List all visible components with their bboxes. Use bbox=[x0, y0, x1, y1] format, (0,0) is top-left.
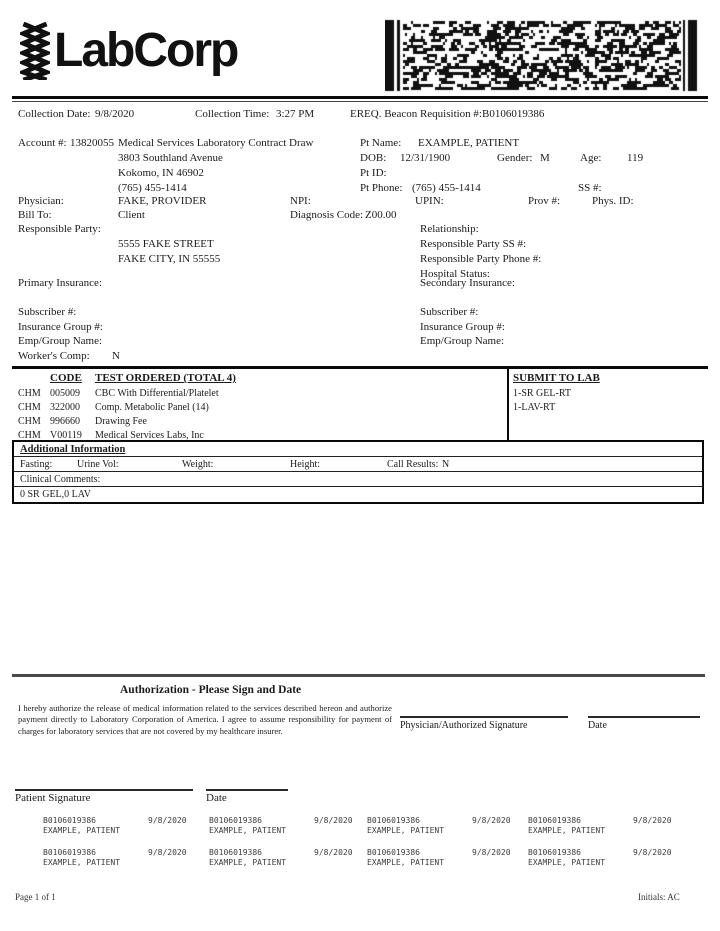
requisition-barcode bbox=[385, 17, 703, 94]
stub-patient-name: EXAMPLE, PATIENT bbox=[367, 858, 445, 867]
upin-label: UPIN: bbox=[415, 195, 444, 207]
stub-requisition-number: B0106019386 bbox=[43, 848, 96, 857]
additional-header-row bbox=[14, 442, 702, 456]
age-value: 119 bbox=[627, 152, 644, 164]
test-code: V00119 bbox=[50, 430, 82, 441]
bill-to-value: Client bbox=[118, 209, 145, 221]
relationship-label: Relationship: bbox=[420, 223, 479, 235]
initials: Initials: AC bbox=[638, 892, 680, 902]
phys-id-label: Phys. ID: bbox=[592, 195, 634, 207]
test-dept: CHM bbox=[18, 402, 41, 413]
requisition-stub bbox=[209, 816, 353, 836]
emp-group-label-right: Emp/Group Name: bbox=[420, 335, 505, 347]
pt-id-label: Pt ID: bbox=[360, 167, 387, 179]
resp-ss-label: Responsible Party SS #: bbox=[420, 238, 527, 250]
facility-name: Medical Services Laboratory Contract Draw bbox=[118, 137, 314, 149]
test-ordered-header: TEST ORDERED (TOTAL 4) bbox=[95, 372, 236, 384]
physician-name: FAKE, PROVIDER bbox=[118, 195, 207, 207]
labcorp-logo bbox=[20, 22, 237, 80]
physician-signature-label: Physician/Authorized Signature bbox=[400, 720, 528, 731]
stub-patient-name: EXAMPLE, PATIENT bbox=[528, 826, 606, 835]
authorization-rule bbox=[12, 674, 705, 677]
collection-time-value: 3:27 PM bbox=[276, 108, 315, 120]
prov-label: Prov #: bbox=[528, 195, 561, 207]
tube-summary: 0 SR GEL,0 LAV bbox=[20, 489, 91, 500]
test-name: Drawing Fee bbox=[95, 416, 147, 427]
test-dept: CHM bbox=[18, 388, 41, 399]
additional-fields-row bbox=[14, 456, 702, 471]
dna-helix-icon bbox=[20, 22, 50, 80]
account-number: 13820055 bbox=[70, 137, 114, 149]
workers-comp-value: N bbox=[112, 350, 120, 362]
pt-name-label: Pt Name: bbox=[360, 137, 402, 149]
responsible-address1: 5555 FAKE STREET bbox=[118, 238, 214, 250]
fasting-label: Fasting: bbox=[20, 459, 53, 470]
test-name: Comp. Metabolic Panel (14) bbox=[95, 402, 209, 413]
account-label: Account #: bbox=[18, 137, 67, 149]
subscriber-label-left: Subscriber #: bbox=[18, 306, 77, 318]
stub-requisition-number: B0106019386 bbox=[367, 848, 420, 857]
primary-insurance-label: Primary Insurance: bbox=[18, 277, 102, 289]
test-dept: CHM bbox=[18, 430, 41, 441]
weight-label: Weight: bbox=[182, 459, 214, 470]
stub-date: 9/8/2020 bbox=[314, 848, 353, 857]
bill-to-label: Bill To: bbox=[18, 209, 52, 221]
physician-date-line bbox=[588, 716, 700, 718]
stub-patient-name: EXAMPLE, PATIENT bbox=[528, 858, 606, 867]
stub-date: 9/8/2020 bbox=[633, 848, 672, 857]
stub-date: 9/8/2020 bbox=[314, 816, 353, 825]
gender-value: M bbox=[540, 152, 550, 164]
patient-signature-label: Patient Signature bbox=[15, 792, 91, 804]
stub-date: 9/8/2020 bbox=[148, 848, 187, 857]
ereq-number: B0106019386 bbox=[482, 108, 545, 120]
stub-date: 9/8/2020 bbox=[472, 816, 511, 825]
logo-wordmark: LabCorp bbox=[54, 24, 238, 77]
hospital-status-label: Hospital Status: bbox=[420, 268, 490, 280]
dob-label: DOB: bbox=[360, 152, 387, 164]
gender-label: Gender: bbox=[497, 152, 533, 164]
physician-date-label: Date bbox=[588, 720, 607, 731]
stub-date: 9/8/2020 bbox=[148, 816, 187, 825]
call-results-value: N bbox=[442, 459, 450, 470]
facility-address2: Kokomo, IN 46902 bbox=[118, 167, 204, 179]
authorization-title: Authorization - Please Sign and Date bbox=[120, 684, 302, 696]
requisition-stub bbox=[367, 816, 511, 836]
pt-phone-value: (765) 455-1414 bbox=[412, 182, 481, 194]
top-rule bbox=[12, 96, 708, 102]
stub-date: 9/8/2020 bbox=[472, 848, 511, 857]
test-code: 322000 bbox=[50, 402, 80, 413]
stub-requisition-number: B0106019386 bbox=[209, 848, 262, 857]
workers-comp-label: Worker's Comp: bbox=[18, 350, 90, 362]
secondary-insurance-label: Secondary Insurance: bbox=[420, 277, 515, 289]
patient-date-label: Date bbox=[206, 792, 227, 804]
authorization-text: I hereby authorize the release of medical information related to the services described hereon and authorize payment directly to Laboratory Corporation of America. I agree to assume responsibility for payment of charges for laboratory services that are not covered by my healthcare insurer. bbox=[18, 703, 392, 736]
tube-summary-row bbox=[14, 486, 702, 502]
patient-date-line bbox=[206, 789, 288, 791]
stub-patient-name: EXAMPLE, PATIENT bbox=[367, 826, 445, 835]
requisition-stub bbox=[209, 848, 353, 868]
insurance-group-label-left: Insurance Group #: bbox=[18, 321, 103, 333]
emp-group-label-left: Emp/Group Name: bbox=[18, 335, 103, 347]
dob-value: 12/31/1900 bbox=[400, 152, 451, 164]
collection-date-label: Collection Date: bbox=[18, 108, 91, 120]
requisition-stub bbox=[43, 848, 187, 868]
stub-patient-name: EXAMPLE, PATIENT bbox=[209, 858, 287, 867]
physician-label: Physician: bbox=[18, 195, 64, 207]
diagnosis-code: Z00.00 bbox=[365, 209, 397, 221]
pt-phone-label: Pt Phone: bbox=[360, 182, 403, 194]
test-name: Medical Services Labs, Inc bbox=[95, 430, 204, 441]
diagnosis-label: Diagnosis Code: bbox=[290, 209, 364, 221]
resp-phone-label: Responsible Party Phone #: bbox=[420, 253, 542, 265]
requisition-stub bbox=[528, 816, 672, 836]
page-number: Page 1 of 1 bbox=[15, 892, 56, 902]
responsible-address2: FAKE CITY, IN 55555 bbox=[118, 253, 221, 265]
height-label: Height: bbox=[290, 459, 320, 470]
collection-date-value: 9/8/2020 bbox=[95, 108, 135, 120]
physician-signature-line bbox=[400, 716, 568, 718]
test-code: 996660 bbox=[50, 416, 80, 427]
insurance-group-label-right: Insurance Group #: bbox=[420, 321, 505, 333]
stub-requisition-number: B0106019386 bbox=[528, 816, 581, 825]
subscriber-label-right: Subscriber #: bbox=[420, 306, 479, 318]
stub-requisition-number: B0106019386 bbox=[43, 816, 96, 825]
requisition-stub bbox=[528, 848, 672, 868]
responsible-party-label: Responsible Party: bbox=[18, 223, 101, 235]
facility-address1: 3803 Southland Avenue bbox=[118, 152, 223, 164]
code-header: CODE bbox=[50, 372, 82, 384]
submit-column-divider bbox=[507, 366, 509, 440]
requisition-stub bbox=[43, 816, 187, 836]
stub-requisition-number: B0106019386 bbox=[209, 816, 262, 825]
collection-time-label: Collection Time: bbox=[195, 108, 270, 120]
stub-patient-name: EXAMPLE, PATIENT bbox=[43, 826, 121, 835]
test-code: 005009 bbox=[50, 388, 80, 399]
ss-label: SS #: bbox=[578, 182, 602, 194]
test-name: CBC With Differential/Platelet bbox=[95, 388, 219, 399]
stub-patient-name: EXAMPLE, PATIENT bbox=[43, 858, 121, 867]
npi-label: NPI: bbox=[290, 195, 311, 207]
additional-information-box bbox=[12, 440, 704, 504]
ereq-label: EREQ. Beacon Requisition #: bbox=[350, 108, 482, 120]
call-results-label: Call Results: bbox=[387, 459, 439, 470]
stub-requisition-number: B0106019386 bbox=[528, 848, 581, 857]
stub-requisition-number: B0106019386 bbox=[367, 816, 420, 825]
submit-item: 1-SR GEL-RT bbox=[513, 388, 572, 399]
submit-item: 1-LAV-RT bbox=[513, 402, 556, 413]
tests-top-rule bbox=[12, 366, 708, 369]
requisition-stub bbox=[367, 848, 511, 868]
submit-to-lab-header: SUBMIT TO LAB bbox=[513, 372, 600, 384]
stub-date: 9/8/2020 bbox=[633, 816, 672, 825]
facility-phone: (765) 455-1414 bbox=[118, 182, 187, 194]
test-dept: CHM bbox=[18, 416, 41, 427]
pt-name-value: EXAMPLE, PATIENT bbox=[418, 137, 520, 149]
clinical-comments-label: Clinical Comments: bbox=[20, 474, 101, 485]
stub-patient-name: EXAMPLE, PATIENT bbox=[209, 826, 287, 835]
clinical-comments-row bbox=[14, 471, 702, 486]
age-label: Age: bbox=[580, 152, 602, 164]
additional-header: Additional Information bbox=[20, 444, 126, 455]
patient-signature-line bbox=[15, 789, 193, 791]
urine-vol-label: Urine Vol: bbox=[77, 459, 119, 470]
